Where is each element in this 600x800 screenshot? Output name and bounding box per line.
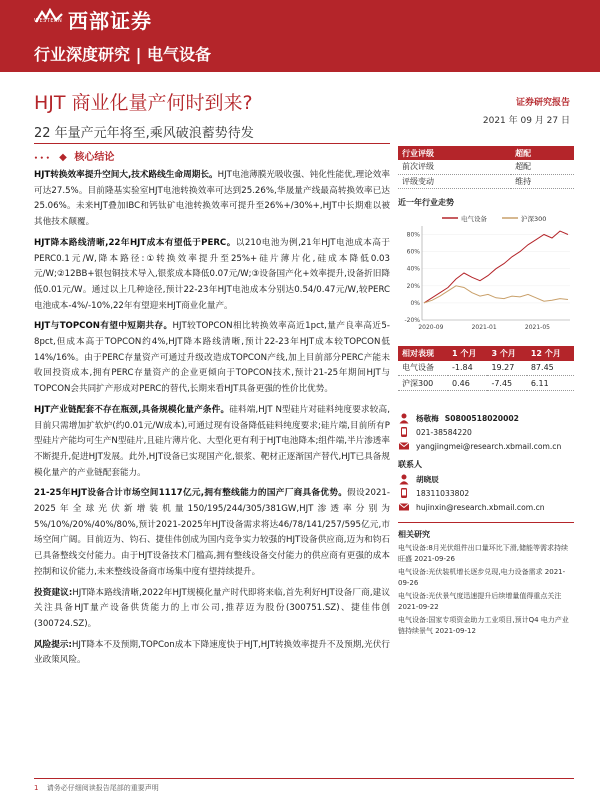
paragraph-text: 以210电池为例,21年HJT电池成本高于PERC0.1元/W,降本路径:①转换效率提升至25%+硅片薄片化,硅成本降低0.03元/W;②12BB+银包铜技术导入,银浆成本降低0.07元/W;③设备国产化+效率提升,设备折旧降低0.01元/W。通过以上几种途径,预计22-23年HJT电池成本分别达0.54/0.47元/W,较PERC电池成本-4%/-10%,22年有望迎来HJT商业化量产。 [34, 237, 390, 311]
contact-name-line [398, 472, 574, 486]
report-date: 2021 年 09 月 27 日 [482, 116, 570, 126]
x-tick-label: 2020-09 [418, 323, 444, 331]
mail-icon [398, 440, 410, 452]
body-paragraph [34, 486, 390, 580]
legend-label: 电气设备 [461, 214, 487, 223]
y-tick-label: -20% [404, 316, 420, 324]
contact-phone-line [398, 486, 574, 500]
diamond-icon: ◆ [59, 152, 67, 163]
contacts-heading: 联系人 [398, 460, 422, 469]
paragraph-text: HJT较TOPCON相比转换效率高近1pct,量产良率高近5-8pct,但成本高于TOPCON约4%,HJT降本路线清晰,预计22-23年HJT成本较TOPCON低14%/16%。由于PERC存量资产可通过升级改造成TOPCON产线,加上目前部分PERC产能未收回投资成本,拥有PERC存量资产的企业更倾向于TOPCON技术,预计21-25年期间HJT与TOPCON会共同扩产形成对PERC的替代,长期来看HJT具备更强的性价比优势。 [34, 321, 390, 395]
header-band [0, 0, 600, 72]
analyst-phone: 021-38584220 [416, 427, 472, 437]
footer-divider [34, 778, 574, 779]
sidebar [398, 146, 574, 639]
core-conclusion-label: 核心结论 [74, 152, 115, 163]
perf-cell: -1.84 [448, 361, 487, 376]
x-tick-label: 2021-05 [524, 323, 550, 331]
report-subtitle: 22 年量产元年将至,乘风破浪蓄势待发 [34, 126, 254, 141]
logo-chinese: 西部证券 [68, 9, 152, 33]
perf-header-cell: 3 个月 [487, 346, 526, 361]
paragraph-lead: HJT产业链配套不存在瓶颈,具备规模化量产条件。 [34, 404, 230, 415]
paragraph-text: HJT电池薄膜光吸收强、钝化性能优,理论效率可达27.5%。目前隆基实验室HJT电池转换效率可达到25.26%,华晟量产线最高转换效率已达25.06%。未来HJT叠加IBC和钙钛矿电池转换效率可提升至26%+/30%+,HJT中长期难以被其他技术颠覆。 [34, 170, 390, 228]
body-paragraph [34, 638, 390, 669]
rating-header-value: 超配 [511, 146, 574, 160]
contact-email-line[interactable] [398, 500, 574, 514]
analyst-name-line [398, 411, 574, 425]
paragraph-lead: 21-25年HJT设备合计市场空间1117亿元,拥有整线能力的国产厂商具备优势。 [34, 488, 348, 499]
page-number: 1 [34, 784, 39, 792]
perf-header-cell: 相对表现 [398, 346, 448, 361]
mail-icon [398, 501, 410, 513]
rating-row-value: 超配 [511, 160, 574, 174]
core-conclusion-heading [34, 148, 390, 164]
y-tick-label: 20% [406, 282, 420, 290]
paragraph-lead: 投资建议: [34, 587, 73, 598]
report-type: 证券研究报告 [515, 98, 570, 108]
contact-email[interactable]: hujinxin@research.xbmail.com.cn [416, 502, 545, 512]
rating-row-label: 前次评级 [398, 160, 511, 174]
title-divider [34, 143, 390, 144]
rating-table [398, 146, 574, 189]
rating-header-label: 行业评级 [398, 146, 511, 160]
paragraph-text: HJT降本路线清晰,2022年HJT规模化量产时代即将来临,首先利好HJT设备厂商,建议关注具备HJT量产设备供货能力的上市公司,推荐迈为股份(300751.SZ)、捷佳伟创(300724.SZ)。 [34, 587, 390, 629]
footer [34, 783, 159, 793]
paragraph-lead: HJT与TOPCON有望中短期共存。 [34, 321, 173, 332]
perf-header-row [398, 346, 574, 361]
analyst-email-line[interactable] [398, 439, 574, 453]
perf-cell: 沪深300 [398, 376, 448, 391]
person-icon [398, 412, 410, 424]
y-tick-label: 80% [406, 231, 420, 239]
phone-icon [398, 426, 410, 438]
related-research-item[interactable]: 电气设备:光伏装机增长逐步兑现,电力设备需求 2021-09-26 [398, 568, 566, 587]
related-divider [398, 522, 574, 523]
phone-icon [398, 487, 410, 499]
perf-row [398, 361, 574, 376]
logo-english: WESTERN [34, 18, 63, 24]
series-line [424, 285, 568, 302]
body-paragraph [34, 586, 390, 633]
body-paragraph [34, 319, 390, 398]
footer-disclaimer: 请务必仔细阅读报告尾部的重要声明 [46, 784, 159, 792]
section-title: 行业深度研究 | 电气设备 [34, 45, 211, 64]
rating-row [398, 174, 574, 188]
analyst-cert: S0800518020002 [444, 413, 519, 423]
paragraph-lead: HJT转换效率提升空间大,技术路线生命周期长。 [34, 170, 218, 180]
dots-icon: • • • [34, 155, 50, 162]
analyst-email[interactable]: yangjingmei@research.xbmail.com.cn [416, 441, 562, 451]
x-tick-label: 2021-01 [471, 323, 497, 331]
analyst-phone-line [398, 425, 574, 439]
person-icon [398, 473, 410, 485]
analyst-block [398, 411, 574, 514]
perf-cell: 87.45 [527, 361, 574, 376]
perf-header-cell: 1 个月 [448, 346, 487, 361]
trend-chart [398, 212, 574, 334]
rating-row [398, 160, 574, 174]
rating-row-value: 维持 [511, 174, 574, 188]
rating-row-label: 评级变动 [398, 174, 511, 188]
related-research-item[interactable]: 电气设备:光伏景气度迅速提升后续增量值得重点关注 2021-09-22 [398, 592, 562, 611]
perf-header-cell: 12 个月 [527, 346, 574, 361]
related-research-item[interactable]: 电气设备:8月光伏组件出口量环比下滑,储能等需求持续旺盛 2021-09-26 [398, 544, 569, 563]
perf-cell: 19.27 [487, 361, 526, 376]
body-paragraph [34, 168, 390, 231]
perf-cell: 6.11 [527, 376, 574, 391]
body-paragraph [34, 403, 390, 482]
perf-cell: -7.45 [487, 376, 526, 391]
perf-cell: 0.46 [448, 376, 487, 391]
paragraph-text: 假设2021-2025年全球光伏新增装机量150/195/244/305/381GW,HJT渗透率分别为5%/10%/20%/40%/80%,预计2021-2025年HJT设备需求将达46/78/141/257/595亿元,市场空间广阔。目前迈为、钧石、捷佳伟创成为国内竞争实力较强的HJT设备供应商,迈为和钧石已具备整线交付能力。由于HJT设备技术门槛高,拥有整线设备交付能力的供应商有更强的成本控制和议价能力,未来整线设备商市场集中度有望持续提升。 [34, 488, 390, 577]
y-tick-label: 0% [410, 299, 420, 307]
body-paragraph [34, 236, 390, 315]
contact-phone: 18311033802 [416, 488, 470, 498]
chart-title: 近一年行业走势 [398, 197, 454, 207]
y-tick-label: 40% [406, 265, 420, 273]
paragraph-text: 硅料端,HJT N型硅片对硅料纯度要求较高,目前只需增加扩软炉(约0.01元/W成本),可通过现有设备降低硅料纯度要求;硅片端,目前所有P型硅片产能均可生产N型硅片,且硅片薄片化、大型化更有利于HJT电池降本;组件端,半片渗透率不断提升,促进HJT发展。此外,HJT设备已实现国产化,银浆、靶材正逐渐国产替代,HJT已具备规模化量产的产业链配套能力。 [34, 404, 390, 478]
performance-table [398, 346, 574, 392]
perf-cell: 电气设备 [398, 361, 448, 376]
related-research-item[interactable]: 电气设备:国家专项资金助力工业项目,预计Q4 电力产业链持续景气 2021-09-12 [398, 616, 569, 635]
paragraph-text: HJT降本不及预期,TOPCon成本下降速度快于HJT,HJT转换效率提升不及预期,光伏行业政策风险。 [34, 639, 390, 666]
related-research-heading: 相关研究 [398, 530, 430, 539]
report-title: HJT 商业化量产何时到来? [34, 92, 253, 114]
contact-name: 胡晓辰 [416, 474, 439, 484]
legend-label: 沪深300 [521, 214, 547, 223]
y-tick-label: 60% [406, 248, 420, 256]
perf-row [398, 376, 574, 391]
main-body [34, 168, 390, 674]
trend-chart-svg [398, 212, 574, 334]
analyst-name: 杨敬梅 [416, 413, 439, 423]
paragraph-lead: 风险提示: [34, 639, 72, 650]
rating-header-row [398, 146, 574, 160]
paragraph-lead: HJT降本路线清晰,22年HJT成本有望低于PERC。 [34, 237, 236, 248]
